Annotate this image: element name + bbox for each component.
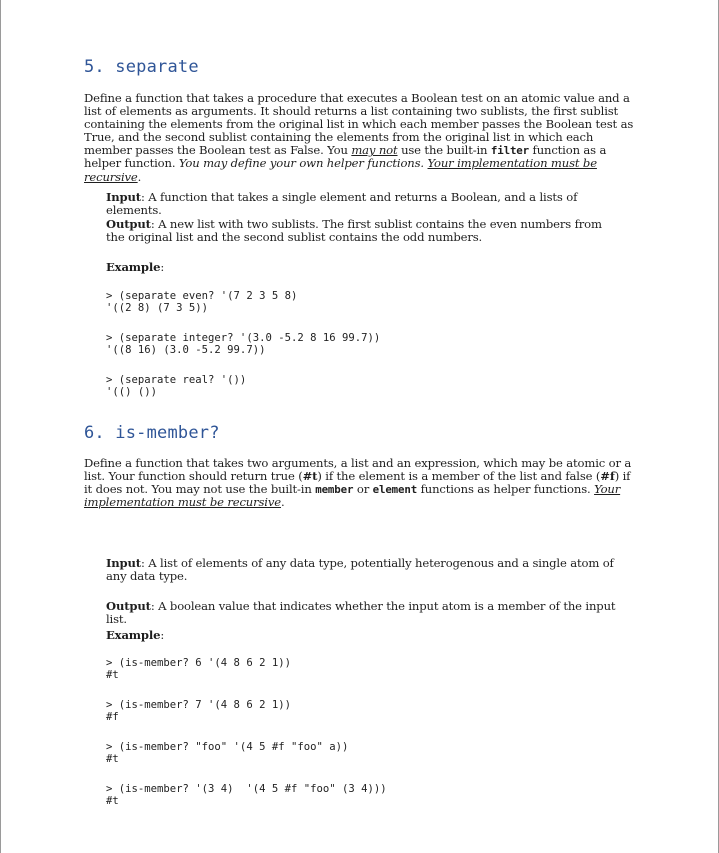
section-6-example-label bbox=[106, 629, 626, 642]
member-keyword: member bbox=[315, 483, 354, 497]
section-6-description bbox=[84, 457, 640, 509]
section-5-input bbox=[106, 191, 626, 217]
code-result: #f bbox=[106, 711, 119, 724]
section-5-output bbox=[106, 218, 606, 244]
code-result: '((2 8) (7 3 5)) bbox=[106, 302, 209, 315]
section-5-title: 5. separate bbox=[84, 57, 199, 77]
code-example bbox=[106, 657, 291, 682]
code-example bbox=[106, 699, 291, 724]
section-5-description bbox=[84, 92, 640, 184]
example-label: Example bbox=[106, 260, 161, 274]
code-call: > (separate even? '(7 2 3 5 8) bbox=[106, 290, 298, 302]
code-result: '(() ()) bbox=[106, 386, 158, 399]
code-call: > (is-member? 6 '(4 8 6 2 1)) bbox=[106, 657, 291, 669]
example-colon: : bbox=[160, 260, 165, 274]
code-result: #t bbox=[106, 795, 119, 808]
filter-keyword: filter bbox=[490, 144, 530, 158]
recursive-requirement: Your implementation must be recursive bbox=[84, 156, 597, 184]
code-example bbox=[106, 374, 246, 399]
section-6-output bbox=[106, 600, 626, 626]
code-example bbox=[106, 741, 348, 766]
code-call: > (separate real? '()) bbox=[106, 374, 247, 386]
desc-text: use the built-in bbox=[397, 143, 491, 158]
desc-text: . bbox=[137, 169, 142, 184]
may-not-emphasis: may not bbox=[351, 143, 398, 158]
input-text: : A list of elements of any data type, potentially heterogenous and a single atom of any data type. bbox=[106, 556, 614, 584]
input-label: Input bbox=[106, 556, 141, 570]
false-value: #f bbox=[600, 469, 615, 484]
input-label: Input bbox=[106, 190, 141, 204]
code-result: #t bbox=[106, 669, 119, 682]
code-result: #t bbox=[106, 753, 119, 766]
desc-text: ) if the element is a member of the list and false ( bbox=[317, 469, 601, 484]
code-result: '((8 16) (3.0 -5.2 99.7)) bbox=[106, 344, 266, 357]
desc-text: Define a function that takes a procedure that executes a Boolean test on an atomic value and a list of elements as arguments. It should returns a list containing two sublists, the first sublist containing the elements from the original list in which each member passes the Boolean test as True, and the second sublist containing the elements from the original list in which each member passes the Boolean test as False. You bbox=[84, 91, 634, 158]
output-text: : A new list with two sublists. The first sublist contains the even numbers from the original list and the second sublist contains the odd numbers. bbox=[106, 217, 602, 245]
desc-text: . bbox=[280, 495, 285, 510]
code-call: > (is-member? 7 '(4 8 6 2 1)) bbox=[106, 699, 291, 711]
desc-text: function as a helper function. bbox=[84, 143, 607, 171]
code-call: > (separate integer? '(3.0 -5.2 8 16 99.7)) bbox=[106, 332, 381, 344]
element-keyword: element bbox=[372, 483, 418, 497]
example-colon: : bbox=[160, 628, 165, 642]
desc-text: or bbox=[353, 482, 373, 497]
code-example bbox=[106, 290, 297, 315]
section-6-input bbox=[106, 557, 616, 583]
desc-text: functions as helper functions. bbox=[417, 482, 595, 497]
true-value: #t bbox=[302, 469, 318, 484]
example-label: Example bbox=[106, 628, 161, 642]
page-border-left bbox=[0, 0, 1, 853]
code-example bbox=[106, 332, 380, 357]
output-text: : A boolean value that indicates whether the input atom is a member of the input list. bbox=[106, 599, 616, 627]
output-label: Output bbox=[106, 217, 151, 231]
recursive-requirement: Your implementation must be recursive bbox=[84, 482, 621, 510]
output-label: Output bbox=[106, 599, 151, 613]
code-call: > (is-member? "foo" '(4 5 #f "foo" a)) bbox=[106, 741, 349, 753]
code-example bbox=[106, 783, 387, 808]
section-6-title: 6. is-member? bbox=[84, 423, 220, 443]
desc-text: ) if it does not. You may not use the built-in bbox=[84, 469, 631, 497]
helper-note: You may define your own helper functions. bbox=[178, 156, 424, 171]
section-5-example-label bbox=[106, 261, 626, 274]
input-text: : A function that takes a single element and returns a Boolean, and a lists of elements. bbox=[106, 190, 578, 218]
desc-text: Define a function that takes two arguments, a list and an expression, which may be atomic or a list. Your function should return true ( bbox=[84, 456, 632, 484]
code-call: > (is-member? '(3 4) '(4 5 #f "foo" (3 4))) bbox=[106, 783, 387, 795]
